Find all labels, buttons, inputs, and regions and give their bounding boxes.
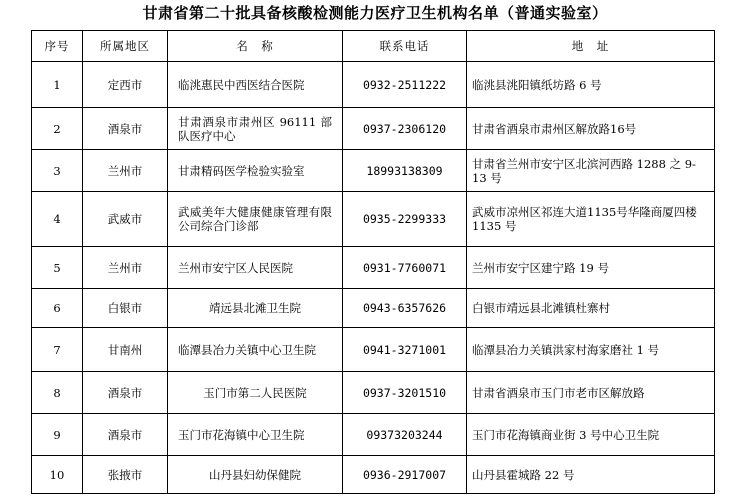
address-cell: 兰州市安宁区建宁路 19 号 (467, 247, 715, 289)
name-cell: 靖远县北滩卫生院 (168, 289, 343, 328)
seq-cell: 8 (32, 372, 83, 414)
name-cell: 临洮惠民中西医结合医院 (168, 62, 343, 108)
table-row (32, 456, 715, 494)
table-row (32, 372, 715, 414)
phone-cell: 0931-7760071 (343, 247, 467, 289)
header-region: 所属地区 (83, 31, 168, 62)
name-cell: 武威美年大健康健康管理有限公司综合门诊部 (168, 192, 343, 247)
address-cell: 临潭县冶力关镇洪家村海家磨社 1 号 (467, 328, 715, 372)
region-cell: 白银市 (83, 289, 168, 328)
address-cell: 玉门市花海镇商业街 3 号中心卫生院 (467, 414, 715, 456)
region-cell: 武威市 (83, 192, 168, 247)
seq-cell: 2 (32, 108, 83, 150)
name-cell: 玉门市第二人民医院 (168, 372, 343, 414)
address-cell: 甘肃省酒泉市玉门市老市区解放路 (467, 372, 715, 414)
seq-cell: 1 (32, 62, 83, 108)
document-title: 甘肃省第二十批具备核酸检测能力医疗卫生机构名单（普通实验室） (142, 4, 608, 22)
name-cell: 兰州市安宁区人民医院 (168, 247, 343, 289)
table-row (32, 414, 715, 456)
region-cell: 酒泉市 (83, 414, 168, 456)
table-row (32, 62, 715, 108)
address-cell: 武威市凉州区祁连大道1135号华隆商厦四楼 1135 号 (467, 192, 715, 247)
phone-cell: 0943-6357626 (343, 289, 467, 328)
name-cell: 甘肃酒泉市肃州区 96111 部队医疗中心 (168, 108, 343, 150)
seq-cell: 3 (32, 150, 83, 192)
address-cell: 甘肃省酒泉市肃州区解放路16号 (467, 108, 715, 150)
table-header-row (32, 31, 715, 62)
table-row (32, 192, 715, 247)
seq-cell: 4 (32, 192, 83, 247)
phone-cell: 09373203244 (343, 414, 467, 456)
phone-cell: 18993138309 (343, 150, 467, 192)
seq-cell: 5 (32, 247, 83, 289)
header-phone: 联系电话 (343, 31, 467, 62)
phone-cell: 0935-2299333 (343, 192, 467, 247)
table-row (32, 247, 715, 289)
phone-cell: 0937-2306120 (343, 108, 467, 150)
address-cell: 临洮县洮阳镇纸坊路 6 号 (467, 62, 715, 108)
name-cell: 甘肃精码医学检验实验室 (168, 150, 343, 192)
region-cell: 酒泉市 (83, 108, 168, 150)
region-cell: 定西市 (83, 62, 168, 108)
header-name: 名 称 (168, 31, 343, 62)
address-cell: 甘肃省兰州市安宁区北滨河西路 1288 之 9-13 号 (467, 150, 715, 192)
institution-table (31, 30, 715, 494)
table-row (32, 289, 715, 328)
region-cell: 兰州市 (83, 150, 168, 192)
seq-cell: 7 (32, 328, 83, 372)
phone-cell: 0941-3271001 (343, 328, 467, 372)
phone-cell: 0932-2511222 (343, 62, 467, 108)
table-row (32, 328, 715, 372)
header-seq: 序号 (32, 31, 83, 62)
seq-cell: 6 (32, 289, 83, 328)
table-row (32, 108, 715, 150)
header-address: 地 址 (467, 31, 715, 62)
phone-cell: 0936-2917007 (343, 456, 467, 494)
address-cell: 山丹县霍城路 22 号 (467, 456, 715, 494)
seq-cell: 10 (32, 456, 83, 494)
name-cell: 山丹县妇幼保健院 (168, 456, 343, 494)
address-cell: 白银市靖远县北滩镇杜寨村 (467, 289, 715, 328)
region-cell: 酒泉市 (83, 372, 168, 414)
name-cell: 玉门市花海镇中心卫生院 (168, 414, 343, 456)
region-cell: 兰州市 (83, 247, 168, 289)
table-body (32, 62, 715, 494)
region-cell: 张掖市 (83, 456, 168, 494)
seq-cell: 9 (32, 414, 83, 456)
phone-cell: 0937-3201510 (343, 372, 467, 414)
name-cell: 临潭县冶力关镇中心卫生院 (168, 328, 343, 372)
table-row (32, 150, 715, 192)
region-cell: 甘南州 (83, 328, 168, 372)
